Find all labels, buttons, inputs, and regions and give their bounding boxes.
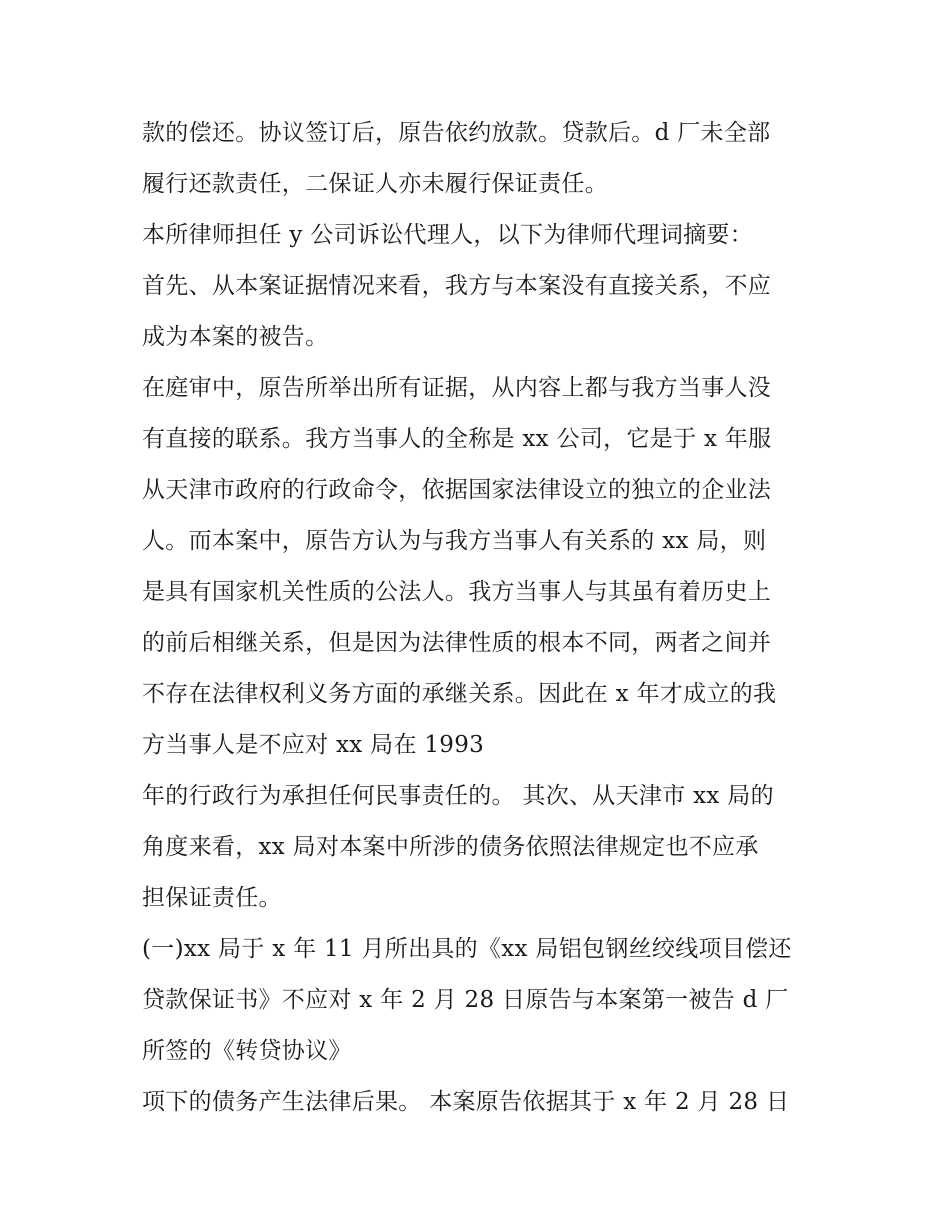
text-line: 在庭审中，原告所举出所有证据，从内容上都与我方当事人没	[142, 375, 772, 401]
text-line: 从天津市政府的行政命令，依据国家法律设立的独立的企业法	[142, 477, 772, 503]
text-line: 角度来看，xx 局对本案中所涉的债务依照法律规定也不应承	[142, 834, 759, 860]
text-line: 本所律师担任 y 公司诉讼代理人，以下为律师代理词摘要：	[142, 222, 754, 248]
text-line: 不存在法律权利义务方面的承继关系。因此在 x 年才成立的我	[142, 681, 777, 707]
text-line: (一)xx 局于 x 年 11 月所出具的《xx 局铝包钢丝绞线项目偿还	[142, 936, 792, 962]
text-line: 所签的《转贷协议》	[142, 1038, 352, 1064]
text-line: 人。而本案中，原告方认为与我方当事人有关系的 xx 局，则	[142, 528, 767, 554]
text-line: 贷款保证书》不应对 x 年 2 月 28 日原告与本案第一被告 d 厂	[142, 987, 789, 1013]
text-line: 项下的债务产生法律后果。 本案原告依据其于 x 年 2 月 28 日	[142, 1089, 790, 1115]
document-body	[142, 108, 832, 1128]
text-line: 的前后相继关系，但是因为法律性质的根本不同，两者之间并	[142, 630, 772, 656]
text-line: 担保证责任。	[142, 885, 282, 911]
text-line: 款的偿还。协议签订后，原告依约放款。贷款后。d 厂未全部	[142, 120, 771, 146]
text-line: 成为本案的被告。	[142, 324, 329, 350]
text-line: 是具有国家机关性质的公法人。我方当事人与其虽有着历史上	[142, 579, 772, 605]
text-line: 首先、从本案证据情况来看，我方与本案没有直接关系，不应	[142, 273, 772, 299]
text-line: 方当事人是不应对 xx 局在 1993	[142, 732, 485, 758]
text-line: 年的行政行为承担任何民事责任的。 其次、从天津市 xx 局的	[142, 783, 774, 809]
text-line: 有直接的联系。我方当事人的全称是 xx 公司，它是于 x 年服	[142, 426, 772, 452]
text-line: 履行还款责任，二保证人亦未履行保证责任。	[142, 171, 608, 197]
